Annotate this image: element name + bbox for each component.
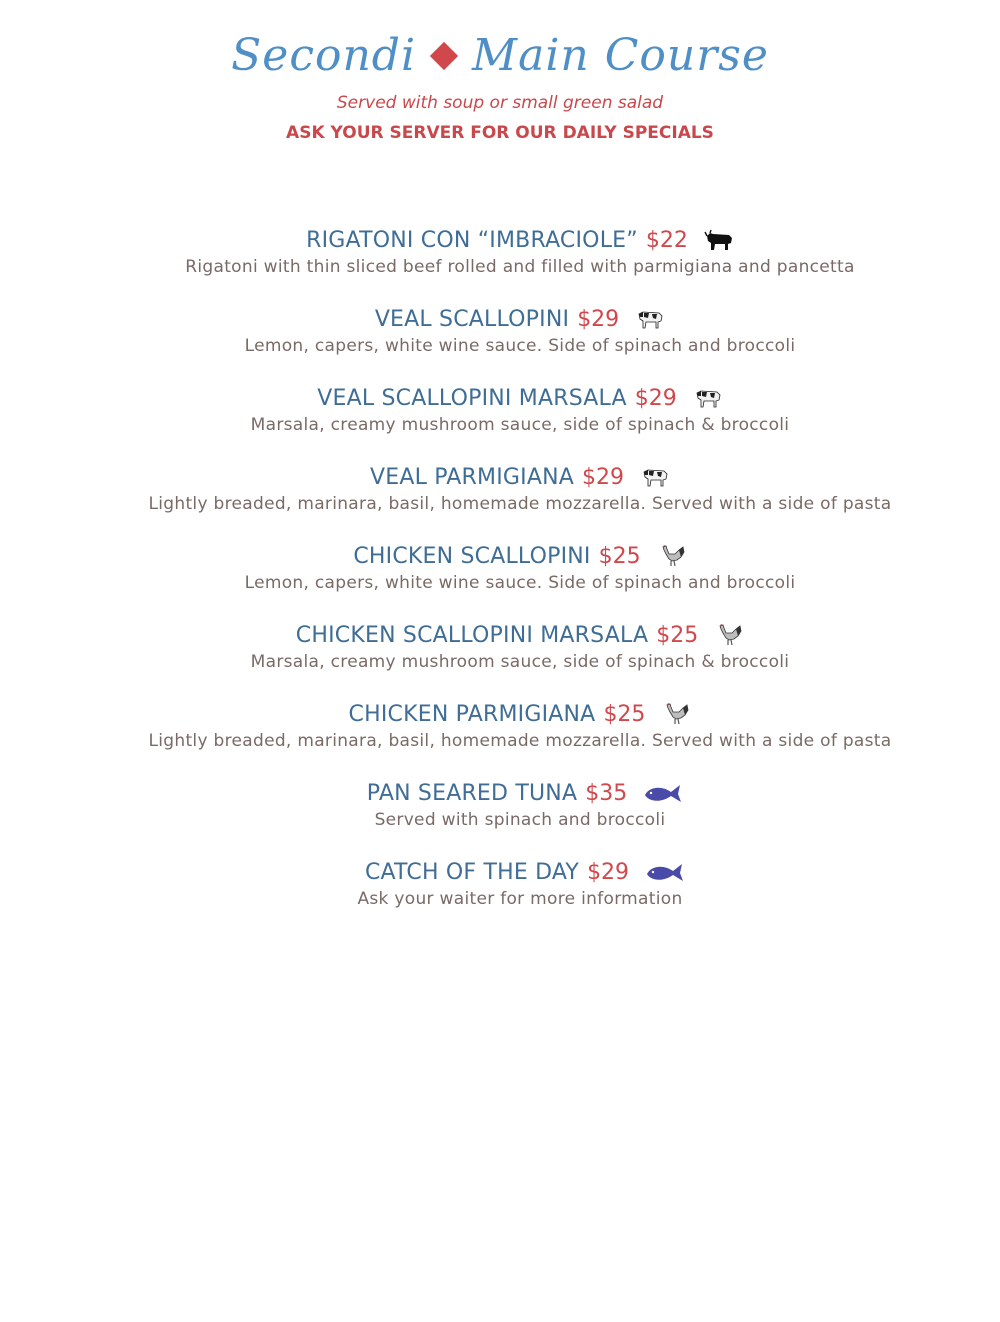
menu-item-heading <box>0 382 1000 414</box>
menu-item-heading <box>0 619 1000 651</box>
cow-icon <box>635 307 665 331</box>
menu-item-name: RIGATONI CON “IMBRACIOLE” <box>306 227 638 253</box>
menu-item-price: $35 <box>585 780 628 806</box>
menu-item <box>0 540 1000 619</box>
menu-item-description: Rigatoni with thin sliced beef rolled and filled with parmigiana and pancetta <box>185 257 855 277</box>
menu-item <box>0 619 1000 698</box>
menu-item-heading <box>0 224 1000 256</box>
menu-item-heading <box>0 461 1000 493</box>
menu-item-name: CATCH OF THE DAY <box>364 859 580 885</box>
menu-item-name: VEAL PARMIGIANA <box>369 464 574 490</box>
menu-item-heading <box>0 303 1000 335</box>
daily-specials-note: ASK YOUR SERVER FOR OUR DAILY SPECIALS <box>286 123 714 143</box>
menu-item <box>0 382 1000 461</box>
menu-item-price: $29 <box>577 306 620 332</box>
subtitle: Served with soup or small green salad <box>336 93 664 113</box>
menu-item-price: $25 <box>603 701 646 727</box>
menu-item-name: CHICKEN SCALLOPINI <box>353 543 591 569</box>
menu-item-price: $22 <box>645 227 688 253</box>
menu-item <box>0 856 1000 935</box>
menu-item <box>0 698 1000 777</box>
menu-item-heading <box>0 540 1000 572</box>
bull-icon <box>704 228 734 252</box>
fish-icon <box>643 781 673 805</box>
menu-item-heading <box>0 698 1000 730</box>
menu-item <box>0 303 1000 382</box>
menu-item-heading <box>0 856 1000 888</box>
menu-item-name: CHICKEN SCALLOPINI MARSALA <box>295 622 649 648</box>
menu-item <box>0 777 1000 856</box>
menu-item-name: VEAL SCALLOPINI MARSALA <box>317 385 627 411</box>
title-secondi: Secondi <box>231 30 417 81</box>
menu-item-price: $29 <box>587 859 630 885</box>
diamond-icon <box>430 41 458 69</box>
fish-icon <box>645 860 675 884</box>
menu-item-description: Served with spinach and broccoli <box>374 810 666 830</box>
menu-item-description: Lemon, capers, white wine sauce. Side of spinach and broccoli <box>244 336 796 356</box>
menu-item <box>0 461 1000 540</box>
menu-item-price: $29 <box>582 464 624 490</box>
menu-item-heading <box>0 777 1000 809</box>
menu-item-description: Lightly breaded, marinara, basil, homemade mozzarella. Served with a side of pasta <box>148 494 892 514</box>
menu-item-description: Ask your waiter for more information <box>357 889 683 909</box>
menu-item-name: CHICKEN PARMIGIANA <box>348 701 596 727</box>
menu-item-description: Lemon, capers, white wine sauce. Side of spinach and broccoli <box>244 573 796 593</box>
cow-icon <box>693 386 723 410</box>
menu-item-price: $29 <box>634 385 677 411</box>
menu-item-name: PAN SEARED TUNA <box>366 780 578 806</box>
menu-item-description: Lightly breaded, marinara, basil, homemade mozzarella. Served with a side of pasta <box>148 731 892 751</box>
menu-item-name: VEAL SCALLOPINI <box>374 306 570 332</box>
cow-icon <box>640 465 670 489</box>
menu-item <box>0 224 1000 303</box>
menu-item-price: $25 <box>656 622 699 648</box>
rooster-icon <box>714 623 744 647</box>
title-main-course: Main Course <box>472 30 769 81</box>
menu-item-description: Marsala, creamy mushroom sauce, side of spinach & broccoli <box>250 415 790 435</box>
page-title <box>0 30 1000 81</box>
menu-item-price: $25 <box>598 543 641 569</box>
rooster-icon <box>661 702 691 726</box>
menu-items-list <box>0 224 1000 935</box>
rooster-icon <box>657 544 687 568</box>
menu-item-description: Marsala, creamy mushroom sauce, side of spinach & broccoli <box>250 652 790 672</box>
